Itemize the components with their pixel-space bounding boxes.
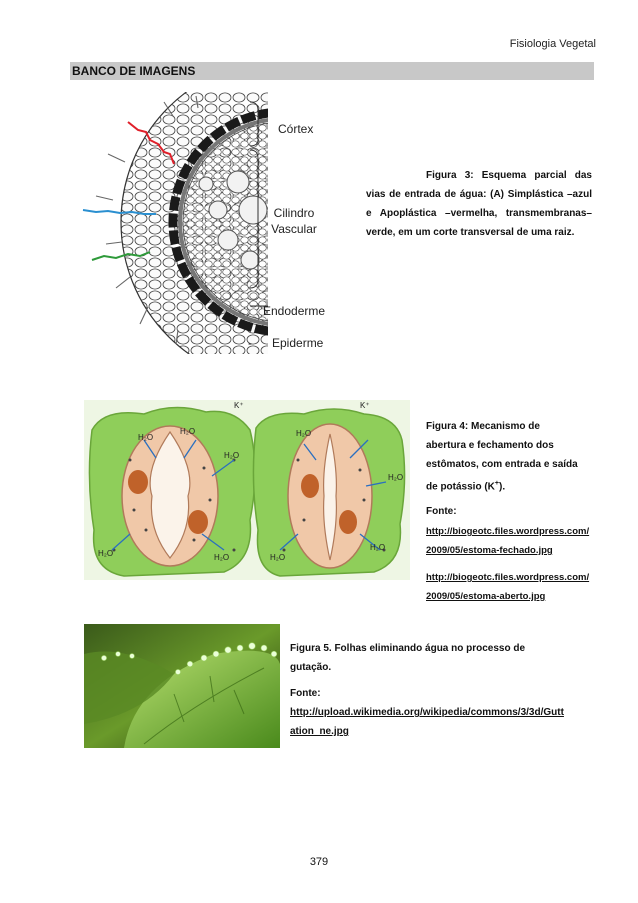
section-title-bar: BANCO DE IMAGENS — [70, 62, 594, 80]
label-epiderme: Epiderme — [272, 336, 324, 350]
link-estoma-aberto-line2[interactable]: 2009/05/estoma-aberto.jpg — [426, 591, 546, 602]
figure4-caption-line4: de potássio (K+). — [426, 480, 506, 493]
h2o-label: H₂O — [98, 549, 114, 558]
figure3-caption: Figura 3: Esquema parcial das vias de entrada de água: (A) Simplástica –azul e Apoplástica –vermelha, transmembranas– verde, em um corte transversal de uma raiz. — [366, 170, 592, 238]
h2o-label: H₂O — [270, 553, 286, 562]
figure4-link-fechado[interactable] — [426, 522, 589, 560]
figure4-caption-line3: estômatos, com entrada e saída — [426, 459, 578, 470]
label-endoderme: Endoderme — [263, 304, 326, 318]
h2o-label: H₂O — [214, 553, 230, 562]
link-estoma-aberto-line1[interactable]: http://biogeotc.files.wordpress.com/ — [426, 572, 590, 583]
figure5-caption — [290, 639, 596, 677]
label-cilindro-vascular — [262, 205, 326, 237]
stoma-left — [89, 407, 255, 576]
figure4-caption-line1: Figura 4: Mecanismo de — [426, 421, 540, 432]
page-number: 379 — [309, 856, 329, 868]
figure5-fonte-label: Fonte: — [290, 688, 321, 699]
figure4-link-aberto[interactable] — [426, 568, 589, 606]
label-dash: - — [248, 336, 252, 350]
k-label: K⁺ — [360, 401, 370, 410]
h2o-label: H₂O — [296, 429, 312, 438]
figure4-caption — [426, 417, 602, 496]
label-cilindro-line2: Vascular — [271, 222, 317, 236]
guttation-photo — [84, 624, 280, 748]
label-cilindro-line1: Cilindro — [273, 206, 315, 220]
running-header: Fisiologia Vegetal — [509, 38, 596, 50]
figure5-caption-line1: Figura 5. Folhas eliminando água no processo de — [290, 643, 526, 654]
k-label: K⁺ — [234, 401, 244, 410]
stomata-diagram — [84, 400, 410, 580]
figure5-link[interactable] — [290, 703, 596, 741]
link-estoma-fechado-line2[interactable]: 2009/05/estoma-fechado.jpg — [426, 545, 553, 556]
h2o-label: H₂O — [138, 433, 154, 442]
figure4-fonte-label: Fonte: — [426, 506, 457, 517]
figure4-caption-line2: abertura e fechamento dos — [426, 440, 554, 451]
h2o-label: H₂O — [370, 543, 386, 552]
root-cross-section-diagram — [78, 92, 268, 354]
h2o-label: H₂O — [388, 473, 404, 482]
figure5-caption-line2: gutação. — [290, 662, 332, 673]
h2o-label: H₂O — [180, 427, 196, 436]
link-guttation-line2[interactable]: ation_ne.jpg — [290, 726, 349, 737]
link-estoma-fechado-line1[interactable]: http://biogeotc.files.wordpress.com/ — [426, 526, 590, 537]
link-guttation-line1[interactable]: http://upload.wikimedia.org/wikipedia/commons/3/3d/Gutt — [290, 707, 564, 718]
h2o-label: H₂O — [224, 451, 240, 460]
label-cortex: Córtex — [278, 122, 314, 136]
